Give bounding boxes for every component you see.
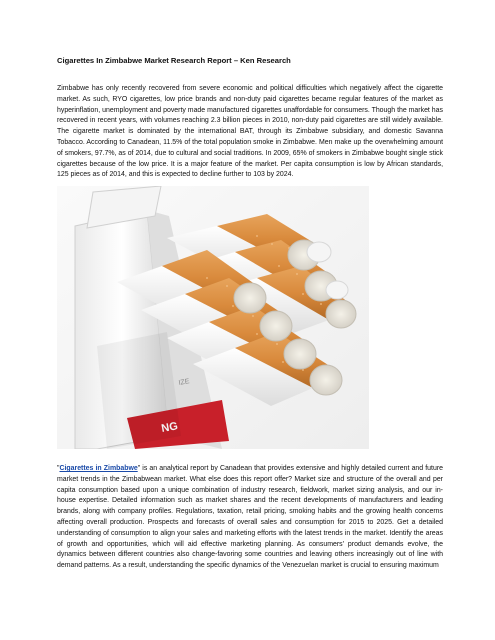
quote-open: " — [57, 465, 60, 472]
svg-text:NG: NG — [160, 420, 179, 435]
cigarettes-in-zimbabwe-link[interactable]: Cigarettes in Zimbabwe — [59, 465, 138, 472]
svg-text:IZE: IZE — [178, 378, 191, 387]
intro-paragraph: Zimbabwe has only recently recovered from severe economic and political difficulties which negatively affect the cigarette market. As such, RYO cigarettes, low price brands and non-duty paid cigarettes became regular features of the market as hyperinflation, unemployment and poverty made manufactured cigarettes unaffordable for consumers. Though the market has recovered in recent years, with volumes reaching 2.3 billion pieces in 2010, non-duty paid cigarettes are still widely available. The cigarette market is dominated by the international BAT, through its Zimbabwe subsidiary, and domestic Savanna Tobacco. According to Canadean, 11.5% of the total population smoke in Zimbabwe. Men make up the overwhelming amount of smokers, 97.7%, as of 2014, due to cultural and social traditions. In 2009, 65% of smokers in Zimbabwe bought single stick cigarettes because of the low price. It is a major feature of the market. Per capita consumption is low by African standards, 125 pieces as of 2014, and this is expected to decline further to 103 by 2024. — [57, 85, 443, 179]
cigarette-pack-photo — [57, 186, 369, 449]
report-paragraph-text: " is an analytical report by Canadean that provides extensive and highly detailed current and future market trends in the Zimbabwean market. What else does this report offer? Market size and structure of the overall and per capita consumption based upon a unique combination of industry research, fieldwork, market sizing analysis, and our in-house expertise. Detailed information such as market shares and the recent developments of manufacturers and leading brands, along with company profiles. Regulations, taxation, retail pricing, smoking habits and the growing health concerns affecting overall production. Prospects and forecasts of overall sales and consumption for 2015 to 2025. Get a detailed understanding of consumption to align your sales and marketing efforts with the latest trends in the market. Identify the areas of growth and opportunities, which will aid effective marketing planning. As consumers' product demands evolve, the dynamics between different countries also change-favoring some countries and leaving others increasingly out of line with demand patterns. As a result, understanding the specific dynamics of the Venezuelan market is crucial to ensuring maximum — [57, 465, 443, 570]
document-title: Cigarettes In Zimbabwe Market Research Report – Ken Research — [57, 56, 291, 65]
report-paragraph — [57, 464, 443, 572]
